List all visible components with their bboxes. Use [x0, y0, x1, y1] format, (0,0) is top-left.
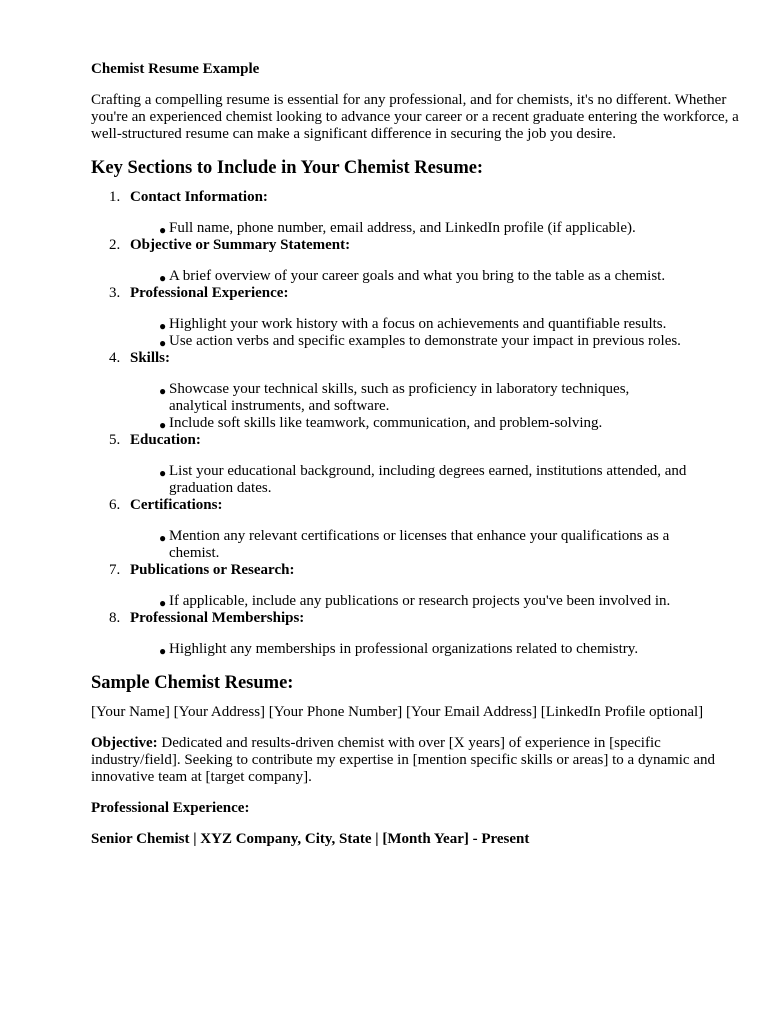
section-bullets [130, 220, 744, 237]
bullet-item: ● Highlight any memberships in professional organizations related to chemistry. [159, 641, 639, 658]
section-item [91, 237, 744, 285]
section-bullets [130, 381, 744, 432]
objective-label: Objective: [91, 735, 158, 751]
section-item [91, 285, 744, 350]
bullet-item: ● Use action verbs and specific examples to demonstrate your impact in previous roles. [159, 333, 681, 350]
section-number: 3. [109, 285, 121, 301]
section-label: Certifications: [130, 497, 223, 513]
key-sections-heading: Key Sections to Include in Your Chemist Resume: [91, 158, 484, 178]
bullet-dot-icon: ● [159, 531, 167, 545]
bullet-item: ● If applicable, include any publications or research projects you've been involved in. [159, 593, 671, 610]
section-item [91, 432, 744, 497]
bullet-dot-icon: ● [159, 223, 167, 237]
section-bullets [130, 268, 744, 285]
objective-text: Dedicated and results-driven chemist with over [X years] of experience in [specific industry/field]. Seeking to contribute my expertise in [mention specific skills or areas] to a dynamic and innovative team at [target company]. [91, 735, 716, 785]
objective-paragraph [91, 735, 731, 786]
section-bullets [130, 316, 744, 350]
section-label: Professional Experience: [130, 285, 289, 301]
section-number: 4. [109, 350, 121, 366]
section-label: Skills: [130, 350, 171, 366]
contact-placeholder-line: [Your Name] [Your Address] [Your Phone Number] [Your Email Address] [LinkedIn Profile optional] [91, 704, 704, 720]
section-bullets [130, 463, 744, 497]
sample-heading: Sample Chemist Resume: [91, 673, 294, 693]
bullet-item: ● Showcase your technical skills, such as proficiency in laboratory techniques, analytical instruments, and software. [159, 381, 630, 414]
section-bullets [130, 641, 744, 658]
bullet-dot-icon: ● [159, 644, 167, 658]
bullet-dot-icon: ● [159, 336, 167, 350]
bullet-dot-icon: ● [159, 271, 167, 285]
section-label: Professional Memberships: [130, 610, 305, 626]
intro-paragraph: Crafting a compelling resume is essential for any professional, and for chemists, it's no different. Whether you're an experienced chemist looking to advance your career or a recent graduate entering the workforce, a well-structured resume can make a significant difference in securing the job you desire. [91, 92, 739, 142]
section-number: 5. [109, 432, 121, 448]
section-item [91, 189, 744, 237]
section-item [91, 562, 744, 610]
bullet-item: ● A brief overview of your career goals and what you bring to the table as a chemist. [159, 268, 666, 285]
section-bullets [130, 528, 744, 562]
sample-resume-section [91, 672, 744, 848]
bullet-item: ● Full name, phone number, email address, and LinkedIn profile (if applicable). [159, 220, 636, 237]
bullet-dot-icon: ● [159, 384, 167, 398]
bullet-item: ● List your educational background, including degrees earned, institutions attended, and graduation dates. [159, 463, 687, 496]
document-title: Chemist Resume Example [91, 61, 260, 77]
experience-heading: Professional Experience: [91, 800, 250, 816]
section-item [91, 350, 744, 432]
section-number: 7. [109, 562, 121, 578]
section-number: 6. [109, 497, 121, 513]
bullet-dot-icon: ● [159, 319, 167, 333]
section-label: Education: [130, 432, 201, 448]
bullet-item: ● Include soft skills like teamwork, communication, and problem-solving. [159, 415, 603, 432]
bullet-dot-icon: ● [159, 596, 167, 610]
section-number: 1. [109, 189, 121, 205]
section-number: 2. [109, 237, 121, 253]
bullet-item: ● Mention any relevant certifications or licenses that enhance your qualifications as a chemist. [159, 528, 670, 561]
section-label: Contact Information: [130, 189, 268, 205]
bullet-item: ● Highlight your work history with a focus on achievements and quantifiable results. [159, 316, 667, 333]
section-item [91, 610, 744, 658]
bullet-dot-icon: ● [159, 418, 167, 432]
bullet-dot-icon: ● [159, 466, 167, 480]
section-number: 8. [109, 610, 121, 626]
section-item [91, 497, 744, 562]
section-label: Objective or Summary Statement: [130, 237, 351, 253]
section-bullets [130, 593, 744, 610]
section-label: Publications or Research: [130, 562, 295, 578]
job-title-line: Senior Chemist | XYZ Company, City, State | [Month Year] - Present [91, 831, 530, 847]
key-sections-list [91, 189, 744, 658]
